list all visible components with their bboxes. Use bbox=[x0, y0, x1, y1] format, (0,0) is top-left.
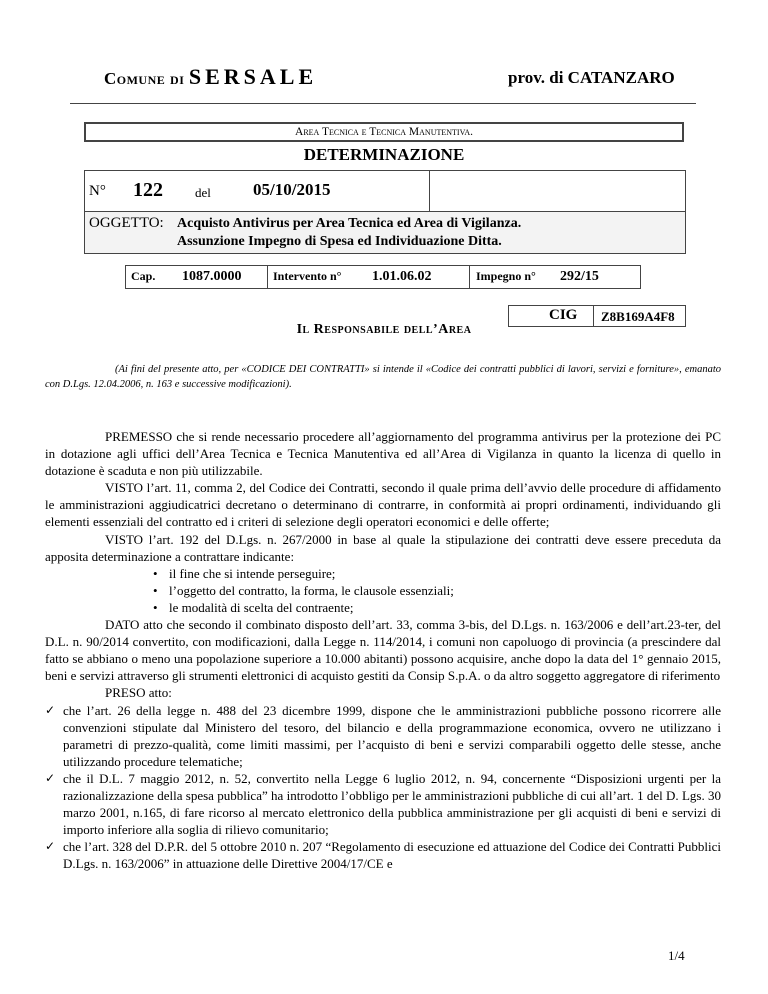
provincia: prov. di CATANZARO bbox=[508, 68, 675, 87]
intervento-value: 1.01.06.02 bbox=[372, 269, 432, 284]
numero-value: 122 bbox=[133, 179, 163, 201]
paragraph-visto-1: VISTO l’art. 11, comma 2, del Codice dei Contratti, secondo il quale prima dell’avvio delle procedure di affidamento le amministrazioni aggiudicatrici decretano o determinano di contrarre, in conformità ai propri ordinamenti, individuando gli elementi essenziali del contratto ed i criteri di selezione degli operatori economici e delle offerte; bbox=[45, 480, 721, 530]
numero-label: N° bbox=[89, 183, 106, 199]
date-value: 05/10/2015 bbox=[253, 180, 331, 199]
oggetto-row bbox=[84, 212, 686, 254]
oggetto-line-2: Assunzione Impegno di Spesa ed Individuazione Ditta. bbox=[177, 234, 502, 249]
comune-label: Comune di bbox=[104, 69, 185, 88]
del-label: del bbox=[195, 185, 211, 200]
cig-value: Z8B169A4F8 bbox=[601, 309, 675, 324]
capitolo-box bbox=[125, 265, 641, 289]
header-rule bbox=[70, 103, 696, 104]
comune-name: SERSALE bbox=[188, 64, 318, 89]
definition-note: (Ai fini del presente atto, per «CODICE DEI CONTRATTI» si intende il «Codice dei contratti pubblici di lavori, servizi e forniture», emanato con D.Lgs. 12.04.2006, n. 163 e successive modificazioni). bbox=[45, 364, 721, 390]
paragraph-premesso: PREMESSO che si rende necessario procedere all’aggiornamento del programma antivirus per la protezione dei PC in dotazione agli uffici dell’Area Tecnica e Tecnica Manutentiva ed all’Area di Vigilanza in quanto la licenza di quello in dotazione è scaduta e non più utilizzabile. bbox=[45, 429, 721, 479]
cap-cell bbox=[126, 266, 268, 288]
numero-separator bbox=[429, 171, 430, 211]
list-item: • l’oggetto del contratto, la forma, le clausole essenziali; bbox=[45, 582, 721, 599]
intervento-cell bbox=[268, 266, 470, 288]
oggetto-text bbox=[177, 215, 521, 251]
check-list bbox=[45, 702, 721, 873]
list-item: ✓ che il D.L. 7 maggio 2012, n. 52, convertito nella Legge 6 luglio 2012, n. 94, concernente “Disposizioni urgenti per la razionalizzazione della spesa pubblica” ha introdotto l’obbligo per le amministrazioni pubbliche di cui all’art. 1 del D. Lgs. 30 marzo 2001, n.165, di fare ricorso al mercato elettronico della pubblica amministrazione per gli acquisti di beni e servizi di importo inferiore alla soglia di rilievo comunitario; bbox=[45, 770, 721, 838]
intervento-label: Intervento n° bbox=[273, 269, 342, 283]
list-item: ✓ che l’art. 328 del D.P.R. del 5 ottobre 2010 n. 207 “Regolamento di esecuzione ed attuazione del Codice dei Contratti Pubblici D.Lgs. n. 163/2006” in attuazione delle Direttive 2004/17/CE e bbox=[45, 838, 721, 872]
area-box: Area Tecnica e Tecnica Manutentiva. bbox=[84, 122, 684, 142]
paragraph-visto-2: VISTO l’art. 192 del D.Lgs. n. 267/2000 in base al quale la stipulazione dei contratti deve essere preceduta da apposita determinazione a contrattare indicante: bbox=[45, 531, 721, 564]
list-item: ✓ che l’art. 26 della legge n. 488 del 23 dicembre 1999, dispone che le amministrazioni pubbliche possono ricorrere alle convenzioni stipulate dal Ministero del tesoro, del bilancio e della programmazione economica, ovvero ne utilizzano i parametri di prezzo-qualità, come limiti massimi, per l’acquisto di beni e servizi comparabili oggetto delle stesse, anche utilizzando procedure telematiche; bbox=[45, 702, 721, 770]
doc-type: DETERMINAZIONE bbox=[303, 145, 465, 164]
bullet-list bbox=[45, 565, 721, 616]
responsabile-heading: Il Responsabile dell’Area bbox=[296, 322, 472, 337]
impegno-cell bbox=[470, 266, 640, 288]
cig-label: CIG bbox=[549, 307, 578, 323]
page-number: 1/4 bbox=[668, 948, 685, 963]
comune-header bbox=[104, 64, 317, 90]
list-item: • le modalità di scelta del contraente; bbox=[45, 599, 721, 616]
oggetto-line-1: Acquisto Antivirus per Area Tecnica ed Area di Vigilanza. bbox=[177, 216, 522, 231]
impegno-label: Impegno n° bbox=[476, 269, 536, 283]
numero-oggetto-box bbox=[84, 170, 686, 254]
cap-label: Cap. bbox=[131, 269, 156, 283]
numero-row bbox=[84, 170, 686, 212]
impegno-value: 292/15 bbox=[560, 269, 599, 284]
paragraph-preso: PRESO atto: bbox=[105, 685, 172, 701]
cap-value: 1087.0000 bbox=[182, 269, 242, 284]
oggetto-label: OGGETTO: bbox=[89, 215, 164, 231]
document-body bbox=[45, 428, 721, 872]
list-item: • il fine che si intende perseguire; bbox=[45, 565, 721, 582]
paragraph-dato: DATO atto che secondo il combinato disposto dell’art. 33, comma 3-bis, del D.Lgs. n. 163/2006 e dell’art.23-ter, del D.L. n. 90/2014 convertito, con modificazioni, dalla Legge n. 114/2014, i comuni non capoluogo di provincia (a prescindere dal fatto se abbiano o meno una popolazione superiore a 10.000 abitanti) possono acquisire, anche dopo la data del 1° gennaio 2015, beni e servizi attraverso gli strumenti elettronici di acquisto gestiti da Consip S.p.A. o da altro soggetto aggregatore di riferimento bbox=[45, 617, 721, 684]
